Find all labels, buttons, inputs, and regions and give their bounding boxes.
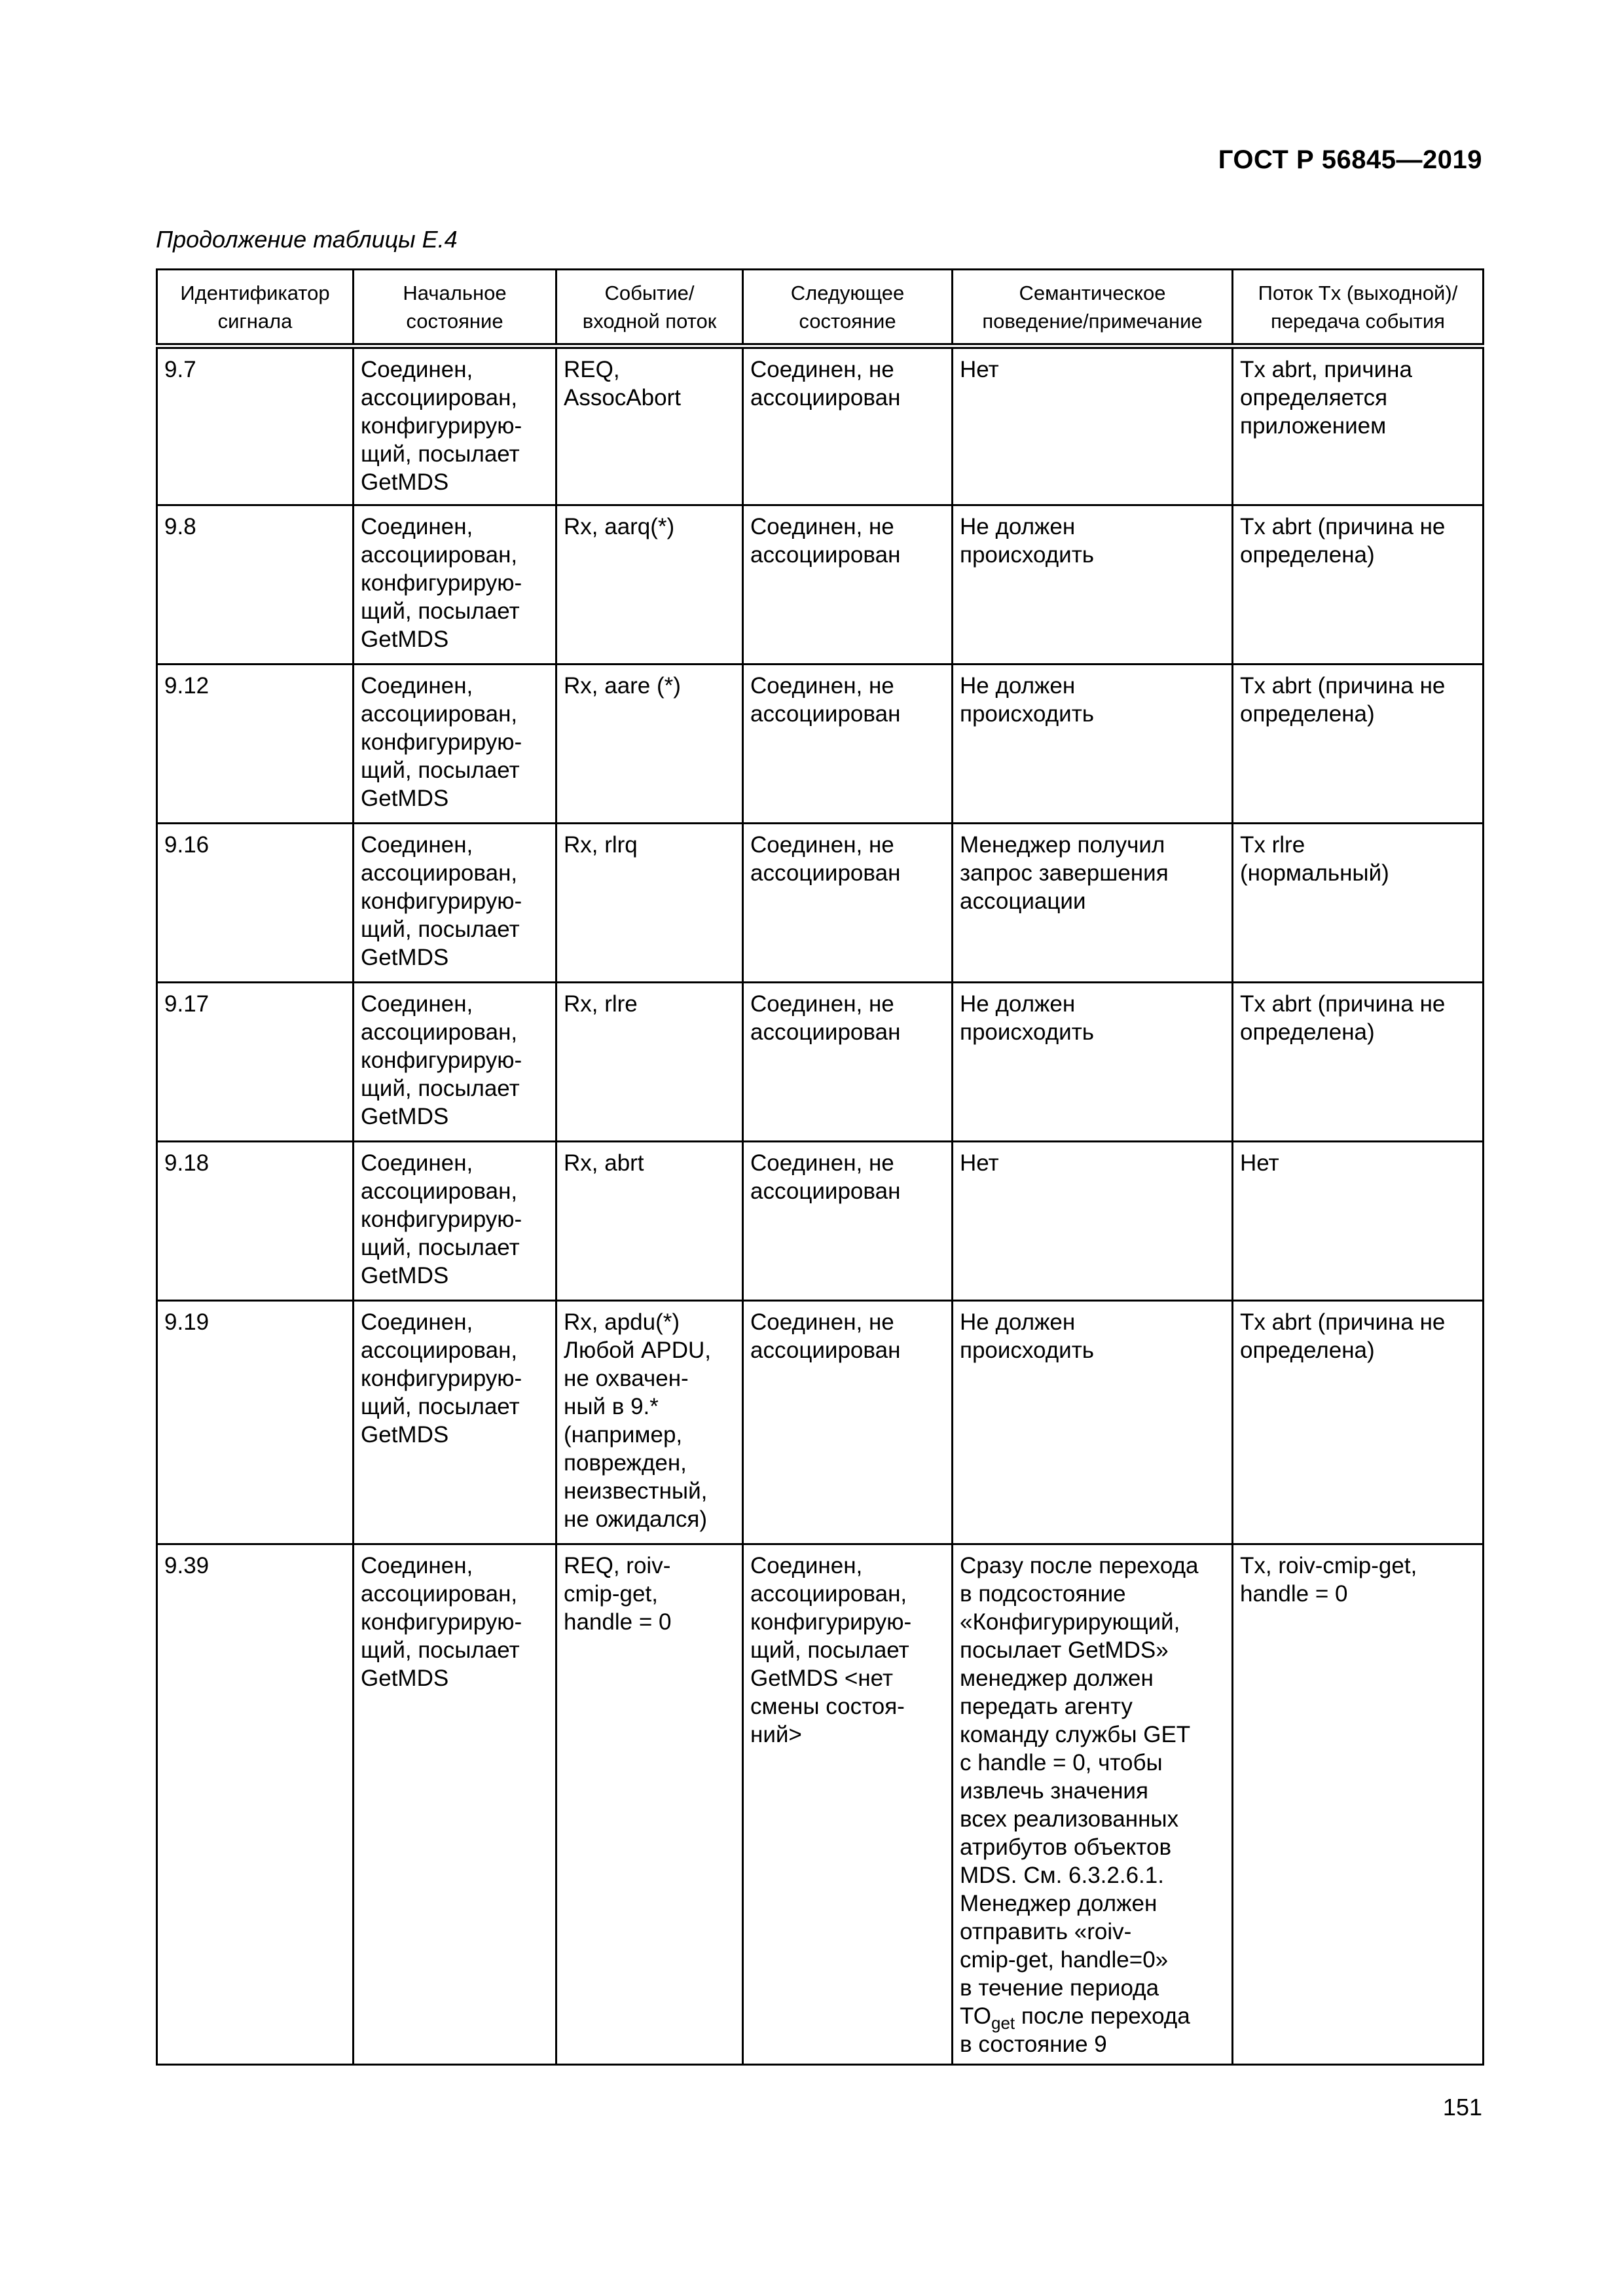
cell-tx: Tx abrt (причина не определена) — [1233, 505, 1484, 665]
cell-initial-state: Соединен, ассоциирован, конфигурирую- щий, посылает GetMDS — [354, 1301, 556, 1544]
cell-semantic: Не должен происходить — [953, 1301, 1233, 1544]
cell-signal-id: 9.19 — [157, 1301, 354, 1544]
cell-signal-id: 9.18 — [157, 1142, 354, 1301]
cell-next-state: Соединен, ассоциирован, конфигурирую- щий, посылает GetMDS <нет смены состоя- ний> — [743, 1544, 953, 2065]
cell-tx: Tx abrt (причина не определена) — [1233, 1301, 1484, 1544]
cell-initial-state: Соединен, ассоциирован, конфигурирую- щий, посылает GetMDS — [354, 983, 556, 1142]
cell-initial-state: Соединен, ассоциирован, конфигурирую- щий, посылает GetMDS — [354, 346, 556, 505]
cell-event: Rx, rlrq — [556, 824, 743, 983]
cell-signal-id: 9.17 — [157, 983, 354, 1142]
cell-next-state: Соединен, не ассоциирован — [743, 665, 953, 824]
standard-designation: ГОСТ Р 56845—2019 — [1218, 145, 1482, 174]
cell-initial-state: Соединен, ассоциирован, конфигурирую- щий, посылает GetMDS — [354, 665, 556, 824]
table-row — [157, 346, 1484, 505]
cell-tx: Tx abrt, причина определяется приложением — [1233, 346, 1484, 505]
cell-semantic: Не должен происходить — [953, 983, 1233, 1142]
cell-event: Rx, rlre — [556, 983, 743, 1142]
cell-semantic: Не должен происходить — [953, 505, 1233, 665]
cell-event: Rx, aare (*) — [556, 665, 743, 824]
cell-event: Rx, apdu(*) Любой APDU, не охвачен- ный в 9.* (например, поврежден, неизвестный, не ожидался) — [556, 1301, 743, 1544]
table-header-row — [157, 270, 1484, 346]
table-row — [157, 983, 1484, 1142]
cell-next-state: Соединен, не ассоциирован — [743, 824, 953, 983]
timeout-subscript: get — [991, 2013, 1015, 2033]
table-row — [157, 1142, 1484, 1301]
cell-tx: Нет — [1233, 1142, 1484, 1301]
signal-state-table — [156, 268, 1484, 2066]
cell-event: REQ, roiv- cmip-get, handle = 0 — [556, 1544, 743, 2065]
table-row — [157, 1544, 1484, 2065]
cell-initial-state: Соединен, ассоциирован, конфигурирую- щий, посылает GetMDS — [354, 505, 556, 665]
cell-signal-id: 9.12 — [157, 665, 354, 824]
cell-semantic: Не должен происходить — [953, 665, 1233, 824]
table-caption: Продолжение таблицы Е.4 — [156, 226, 458, 253]
column-header-next-state: Следующее состояние — [743, 270, 953, 346]
cell-signal-id: 9.8 — [157, 505, 354, 665]
column-header-signal-id: Идентификатор сигнала — [157, 270, 354, 346]
cell-initial-state: Соединен, ассоциирован, конфигурирую- щий, посылает GetMDS — [354, 824, 556, 983]
cell-signal-id: 9.39 — [157, 1544, 354, 2065]
cell-signal-id: 9.16 — [157, 824, 354, 983]
cell-tx: Tx abrt (причина не определена) — [1233, 983, 1484, 1142]
table-row — [157, 824, 1484, 983]
cell-tx: Tx rlre (нормальный) — [1233, 824, 1484, 983]
cell-next-state: Соединен, не ассоциирован — [743, 346, 953, 505]
cell-signal-id: 9.7 — [157, 346, 354, 505]
semantic-text-part1: Сразу после перехода в подсостояние «Конфигурирующий, посылает GetMDS» менеджер должен передать агенту команду службы GET с handle = 0, чтобы извлечь значения всех реализованных атрибутов объектов MDS. См. 6.3.2.6.1. Менеджер должен отправить «roiv- cmip-get, handle=0» в течение периода — [960, 1553, 1199, 2001]
table-row — [157, 505, 1484, 665]
timeout-symbol: TO — [960, 2003, 991, 2029]
cell-next-state: Соединен, не ассоциирован — [743, 983, 953, 1142]
cell-tx: Tx, roiv-cmip-get, handle = 0 — [1233, 1544, 1484, 2065]
cell-semantic: Нет — [953, 346, 1233, 505]
table-row — [157, 1301, 1484, 1544]
cell-initial-state: Соединен, ассоциирован, конфигурирую- щий, посылает GetMDS — [354, 1142, 556, 1301]
cell-event: Rx, aarq(*) — [556, 505, 743, 665]
table-row — [157, 665, 1484, 824]
cell-next-state: Соединен, не ассоциирован — [743, 1301, 953, 1544]
page-number: 151 — [1442, 2094, 1482, 2121]
cell-tx: Tx abrt (причина не определена) — [1233, 665, 1484, 824]
cell-semantic — [953, 1544, 1233, 2065]
cell-initial-state: Соединен, ассоциирован, конфигурирую- щий, посылает GetMDS — [354, 1544, 556, 2065]
column-header-initial-state: Начальное состояние — [354, 270, 556, 346]
column-header-tx-output: Поток Tx (выходной)/ передача события — [1233, 270, 1484, 346]
cell-semantic: Нет — [953, 1142, 1233, 1301]
cell-semantic: Менеджер получил запрос завершения ассоциации — [953, 824, 1233, 983]
column-header-semantic-behavior: Семантическое поведение/примечание — [953, 270, 1233, 346]
column-header-event-input: Событие/ входной поток — [556, 270, 743, 346]
cell-next-state: Соединен, не ассоциирован — [743, 505, 953, 665]
cell-event: Rx, abrt — [556, 1142, 743, 1301]
cell-next-state: Соединен, не ассоциирован — [743, 1142, 953, 1301]
semantic-text-part2: после перехода в состояние 9 — [960, 2003, 1190, 2057]
cell-event: REQ, AssocAbort — [556, 346, 743, 505]
